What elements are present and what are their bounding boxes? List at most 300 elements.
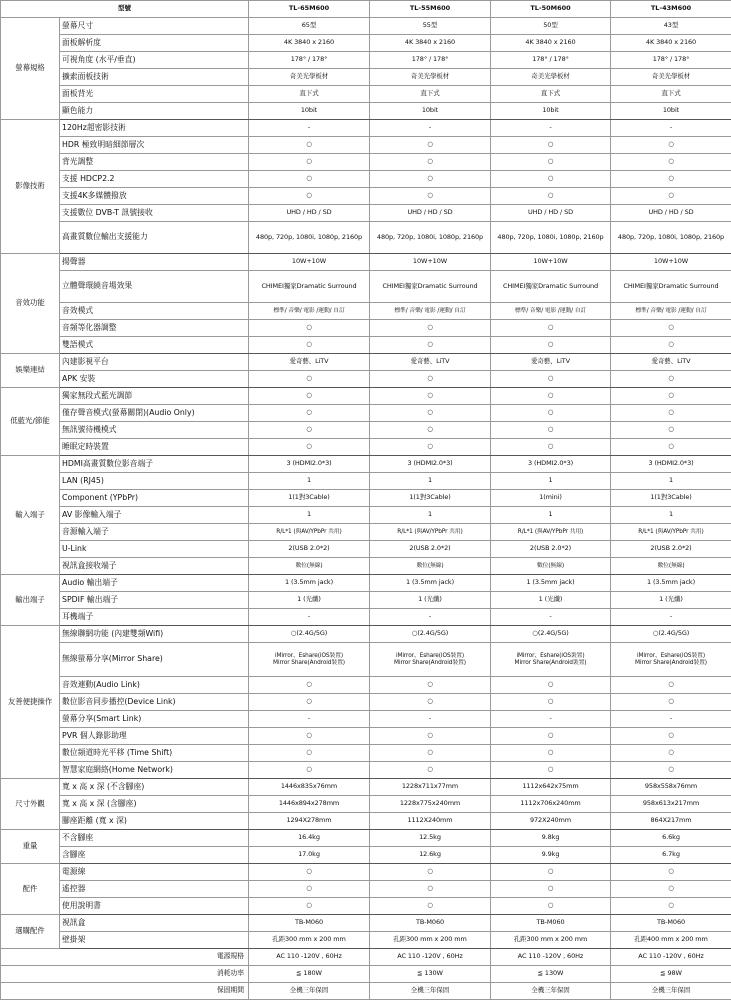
feature-label: 無線聯網功能 (內建雙頻Wifi) [60,626,249,643]
spec-value: TB-M060 [370,915,491,932]
spec-value-line: Mirror Share(Android裝置) [635,659,707,666]
spec-value: ≦ 98W [611,966,731,983]
spec-value: ○ [370,405,491,422]
feature-label: 螢幕分享(Smart Link) [60,711,249,728]
spec-value: ○ [370,898,491,915]
spec-row [1,405,731,422]
spec-value [249,643,370,677]
spec-value: 1 (光纖) [491,592,611,609]
spec-value: TB-M060 [249,915,370,932]
feature-label: 面板解析度 [60,35,249,52]
spec-row [1,354,731,371]
spec-row [1,222,731,254]
feature-label: 數位頻道時光平移 (Time Shift) [60,745,249,762]
spec-value: 奇美光學板材 [370,69,491,86]
spec-row [1,154,731,171]
spec-value: ○(2.4G/5G) [491,626,611,643]
spec-value: 10bit [370,103,491,120]
spec-value: CHIMEI獨家Dramatic Surround [611,271,731,303]
spec-value: - [249,120,370,137]
spec-value: 55型 [370,18,491,35]
spec-value: 6.7kg [611,847,731,864]
spec-value: ○ [491,337,611,354]
spec-value: 標準/ 音樂/ 電影 /運動/ 自訂 [249,303,370,320]
feature-label: 耳機端子 [60,609,249,626]
feature-label: U-Link [60,541,249,558]
spec-value: 孔距300 mm x 200 mm [249,932,370,949]
spec-value: 178° / 178° [370,52,491,69]
spec-value [491,643,611,677]
spec-value: ○ [491,320,611,337]
spec-value: ○ [370,371,491,388]
spec-value: 65型 [249,18,370,35]
spec-value: 10W+10W [249,254,370,271]
spec-value: ○ [611,337,731,354]
spec-row [1,103,731,120]
footer-row [1,983,731,1000]
feature-label: 僅存聲音模式(螢幕關閉)(Audio Only) [60,405,249,422]
category-label: 重量 [1,830,60,864]
spec-row [1,745,731,762]
spec-value: ○ [370,171,491,188]
feature-label: 支援4K多媒體撥放 [60,188,249,205]
spec-value: 1 [491,473,611,490]
spec-value: 2(USB 2.0*2) [370,541,491,558]
spec-row [1,711,731,728]
spec-row [1,881,731,898]
spec-value: ○ [611,422,731,439]
footer-label: 保固期間 [1,983,249,1000]
spec-value: ○ [370,337,491,354]
spec-row [1,830,731,847]
spec-row [1,507,731,524]
spec-value: 1(1對3Cable) [249,490,370,507]
spec-value: ○ [611,728,731,745]
spec-value: ○ [370,439,491,456]
spec-value: 1 (光纖) [611,592,731,609]
feature-label: 可視角度 (水平/垂直) [60,52,249,69]
spec-value: 直下式 [249,86,370,103]
spec-value: 直下式 [491,86,611,103]
spec-row [1,52,731,69]
feature-label: 寬 x 高 x 深 (含腳座) [60,796,249,813]
spec-value: 1 (3.5mm jack) [491,575,611,592]
feature-label: 支援數位 DVB-T 訊號接收 [60,205,249,222]
spec-value: ○ [491,881,611,898]
category-label: 娛樂連結 [1,354,60,388]
spec-value: ○(2.4G/5G) [249,626,370,643]
spec-value: 10bit [491,103,611,120]
feature-label: 寬 x 高 x 深 (不含腳座) [60,779,249,796]
spec-value: 1112X240mm [370,813,491,830]
spec-row [1,558,731,575]
spec-value: ○ [611,881,731,898]
spec-value: ○ [370,728,491,745]
feature-label: 音效連動(Audio Link) [60,677,249,694]
spec-value: 1112x706x240mm [491,796,611,813]
spec-value: ○ [249,137,370,154]
feature-label: 無訊號待機模式 [60,422,249,439]
spec-value: ○ [611,762,731,779]
spec-value: ○ [370,762,491,779]
spec-value: 1 [249,473,370,490]
spec-value: 1(1對3Cable) [370,490,491,507]
spec-row [1,796,731,813]
feature-label: 視訊盒接收端子 [60,558,249,575]
spec-row [1,456,731,473]
spec-value: 43型 [611,18,731,35]
spec-value: 愛奇藝、LiTV [491,354,611,371]
spec-value: ○ [370,422,491,439]
spec-row [1,915,731,932]
spec-value: ○ [370,677,491,694]
spec-value [611,643,731,677]
feature-label: 電源線 [60,864,249,881]
spec-row [1,779,731,796]
spec-value: - [491,120,611,137]
category-label: 尺寸外觀 [1,779,60,830]
spec-value: 奇美光學板材 [611,69,731,86]
spec-value: 16.4kg [249,830,370,847]
spec-value: ○ [611,864,731,881]
spec-value: 958x613x217mm [611,796,731,813]
spec-value: ○ [491,439,611,456]
feature-label: 120Hz超密影技術 [60,120,249,137]
spec-value: 數位(無線) [249,558,370,575]
spec-value: ○ [370,745,491,762]
spec-value: ○ [370,154,491,171]
spec-value: 1294X278mm [249,813,370,830]
spec-value: 4K 3840 x 2160 [249,35,370,52]
spec-value-line: iMirror、Eshare(iOS裝置) [274,652,344,659]
spec-row [1,490,731,507]
spec-value: ○ [370,388,491,405]
feature-label: HDR 極致明暗細節層次 [60,137,249,154]
spec-value: ○ [611,320,731,337]
spec-value: ○ [370,881,491,898]
spec-value: 3 (HDMI2.0*3) [370,456,491,473]
header-row [1,1,731,18]
spec-value: R/L*1 (與AV/YPbPr 共用) [370,524,491,541]
spec-value: ○(2.4G/5G) [611,626,731,643]
spec-value: 972X240mm [491,813,611,830]
spec-value: ○ [249,154,370,171]
feature-label: Component (YPbPr) [60,490,249,507]
feature-label: 使用說明書 [60,898,249,915]
spec-value: 孔距300 mm x 200 mm [491,932,611,949]
spec-value: ○ [249,881,370,898]
spec-value: ○ [611,405,731,422]
spec-value: 178° / 178° [611,52,731,69]
spec-value: 480p, 720p, 1080i, 1080p, 2160p [249,222,370,254]
feature-label: 音源輸入端子 [60,524,249,541]
spec-value: 1(1對3Cable) [611,490,731,507]
feature-label: 獨家無段式藍光調節 [60,388,249,405]
spec-value: UHD / HD / SD [370,205,491,222]
spec-row [1,541,731,558]
feature-label: 支援 HDCP2.2 [60,171,249,188]
model-name: TL-55M600 [370,1,491,18]
spec-value: 1 (3.5mm jack) [611,575,731,592]
spec-value: 2(USB 2.0*2) [491,541,611,558]
spec-value: ○(2.4G/5G) [370,626,491,643]
feature-label: 含腳座 [60,847,249,864]
footer-label: 電源規格 [1,949,249,966]
feature-label: 內建影視平台 [60,354,249,371]
spec-row [1,120,731,137]
spec-value: ○ [611,694,731,711]
spec-value: 標準/ 音樂/ 電影 /運動/ 自訂 [491,303,611,320]
category-label: 友善便捷操作 [1,626,60,779]
spec-value: 數位(無線) [370,558,491,575]
spec-row [1,932,731,949]
spec-value: ○ [611,388,731,405]
spec-row [1,188,731,205]
spec-value: ○ [491,154,611,171]
spec-value: ○ [491,728,611,745]
spec-value: 標準/ 音樂/ 電影 /運動/ 自訂 [611,303,731,320]
spec-row [1,728,731,745]
category-label: 輸出端子 [1,575,60,626]
feature-label: 音頻等化器調整 [60,320,249,337]
spec-value: ○ [249,762,370,779]
spec-value: UHD / HD / SD [611,205,731,222]
spec-value: 標準/ 音樂/ 電影 /運動/ 自訂 [370,303,491,320]
spec-row [1,847,731,864]
spec-value: ○ [491,188,611,205]
feature-label: 智慧家庭網絡(Home Network) [60,762,249,779]
spec-value: ○ [249,728,370,745]
spec-value: UHD / HD / SD [491,205,611,222]
feature-label: 壁掛架 [60,932,249,949]
spec-value: ○ [370,320,491,337]
spec-value: ○ [249,677,370,694]
feature-label: 高畫質數位輸出支援能力 [60,222,249,254]
spec-value: ○ [611,154,731,171]
spec-value: 17.0kg [249,847,370,864]
spec-value: 直下式 [370,86,491,103]
spec-value: CHIMEI獨家Dramatic Surround [491,271,611,303]
spec-value: 10W+10W [491,254,611,271]
spec-row [1,205,731,222]
spec-value: 10W+10W [611,254,731,271]
spec-value-line: Mirror Share(Android裝置) [394,659,466,666]
feature-label: 不含腳座 [60,830,249,847]
feature-label: 睡眠定時裝置 [60,439,249,456]
feature-label: SPDIF 輸出端子 [60,592,249,609]
spec-value: - [611,711,731,728]
spec-value: ○ [491,762,611,779]
feature-label: 擴索面板技術 [60,69,249,86]
spec-value: 178° / 178° [249,52,370,69]
spec-value: 直下式 [611,86,731,103]
category-label: 影像技術 [1,120,60,254]
spec-row [1,35,731,52]
spec-row [1,694,731,711]
spec-row [1,371,731,388]
spec-value: 1 [491,507,611,524]
spec-row [1,422,731,439]
spec-value: ○ [249,439,370,456]
feature-label: 面板背光 [60,86,249,103]
spec-value: 愛奇藝、LiTV [370,354,491,371]
spec-value: 全機三年保固 [249,983,370,1000]
spec-value: ○ [611,898,731,915]
spec-value: 1 [611,473,731,490]
spec-value: 1 [611,507,731,524]
spec-value: 1446x835x76mm [249,779,370,796]
spec-value-line: Mirror Share(Android裝置) [514,659,587,666]
spec-value: 12.5kg [370,830,491,847]
spec-value: TB-M060 [611,915,731,932]
spec-value: 4K 3840 x 2160 [491,35,611,52]
spec-value: ○ [491,694,611,711]
spec-value: 數位(無線) [611,558,731,575]
spec-row [1,171,731,188]
spec-row [1,18,731,35]
spec-value: ○ [491,898,611,915]
spec-value: 6.6kg [611,830,731,847]
spec-value: ○ [611,745,731,762]
spec-value: 480p, 720p, 1080i, 1080p, 2160p [611,222,731,254]
feature-label: 腳座距離 (寬 x 深) [60,813,249,830]
spec-value: ○ [491,405,611,422]
spec-value: ○ [491,137,611,154]
feature-label: 背光調整 [60,154,249,171]
spec-value: ○ [491,677,611,694]
feature-label: LAN (RJ45) [60,473,249,490]
spec-value: 480p, 720p, 1080i, 1080p, 2160p [491,222,611,254]
spec-value: ○ [491,388,611,405]
spec-row [1,575,731,592]
spec-value: 1 [370,507,491,524]
spec-row [1,271,731,303]
spec-value-line: iMirror、Eshare(iOS裝置) [395,652,465,659]
spec-value: 全機三年保固 [491,983,611,1000]
spec-value: 3 (HDMI2.0*3) [491,456,611,473]
feature-label: APK 安裝 [60,371,249,388]
spec-value: - [370,609,491,626]
spec-value: TB-M060 [491,915,611,932]
model-name: TL-65M600 [249,1,370,18]
spec-value: 50型 [491,18,611,35]
feature-label: 雙語模式 [60,337,249,354]
spec-row [1,813,731,830]
spec-value: 4K 3840 x 2160 [370,35,491,52]
spec-row [1,303,731,320]
spec-value: 全機三年保固 [370,983,491,1000]
spec-row [1,86,731,103]
spec-value: 9.8kg [491,830,611,847]
spec-value: 奇美光學板材 [491,69,611,86]
spec-value: 10bit [611,103,731,120]
spec-value: 愛奇藝、LiTV [611,354,731,371]
spec-value: 1112x642x75mm [491,779,611,796]
spec-value: 1 (光纖) [370,592,491,609]
spec-value: R/L*1 (與AV/YPbPr 共用) [611,524,731,541]
spec-row [1,473,731,490]
spec-value: ○ [249,694,370,711]
spec-value: 1 (3.5mm jack) [370,575,491,592]
spec-value: ○ [611,371,731,388]
spec-value: ≦ 130W [491,966,611,983]
spec-value: 1228x711x77mm [370,779,491,796]
spec-value: ○ [249,422,370,439]
spec-value: ○ [249,864,370,881]
spec-value-line: iMirror、Eshare(iOS裝置) [516,652,585,659]
spec-value: ○ [249,388,370,405]
spec-value: 1 [249,507,370,524]
feature-label: 立體聲環繞音場效果 [60,271,249,303]
spec-value: - [249,711,370,728]
spec-row [1,388,731,405]
spec-value: ○ [611,439,731,456]
spec-value: ○ [491,745,611,762]
spec-value: 全機三年保固 [611,983,731,1000]
spec-value: 1 (3.5mm jack) [249,575,370,592]
spec-value: CHIMEI獨家Dramatic Surround [249,271,370,303]
spec-value: AC 110 -120V , 60Hz [611,949,731,966]
spec-value: ○ [370,864,491,881]
spec-value: ≦ 130W [370,966,491,983]
spec-row [1,592,731,609]
feature-label: 螢幕尺寸 [60,18,249,35]
category-label: 配件 [1,864,60,915]
spec-value: ○ [249,320,370,337]
category-label: 螢幕規格 [1,18,60,120]
category-label: 選購配件 [1,915,60,949]
spec-value: 864X217mm [611,813,731,830]
feature-label: 音效模式 [60,303,249,320]
spec-value: 1228x775x240mm [370,796,491,813]
spec-row [1,677,731,694]
spec-row [1,320,731,337]
spec-value: ○ [491,371,611,388]
spec-value: ○ [491,422,611,439]
spec-value: 孔距300 mm x 200 mm [370,932,491,949]
spec-value: - [491,609,611,626]
category-label: 音效功能 [1,254,60,354]
spec-value: ○ [370,188,491,205]
spec-value: R/L*1 (與AV/YPbPr 共用) [491,524,611,541]
spec-value: 958x558x76mm [611,779,731,796]
feature-label: AV 影像輸入端子 [60,507,249,524]
spec-value: ○ [249,371,370,388]
footer-row [1,949,731,966]
spec-row [1,137,731,154]
spec-value: ○ [611,677,731,694]
spec-value: 4K 3840 x 2160 [611,35,731,52]
spec-value: - [249,609,370,626]
spec-value: 愛奇藝、LiTV [249,354,370,371]
category-label: 低藍光/節能 [1,388,60,456]
spec-value: AC 110 -120V , 60Hz [370,949,491,966]
spec-row [1,69,731,86]
spec-value: ○ [249,337,370,354]
spec-value: ○ [611,188,731,205]
category-label: 輸入端子 [1,456,60,575]
spec-row [1,762,731,779]
spec-value: 孔距400 mm x 200 mm [611,932,731,949]
spec-row [1,337,731,354]
spec-value: - [370,120,491,137]
spec-value: ○ [249,171,370,188]
model-name: TL-43M600 [611,1,731,18]
footer-row [1,966,731,983]
spec-value: 1(mini) [491,490,611,507]
spec-value: 3 (HDMI2.0*3) [249,456,370,473]
spec-row [1,898,731,915]
